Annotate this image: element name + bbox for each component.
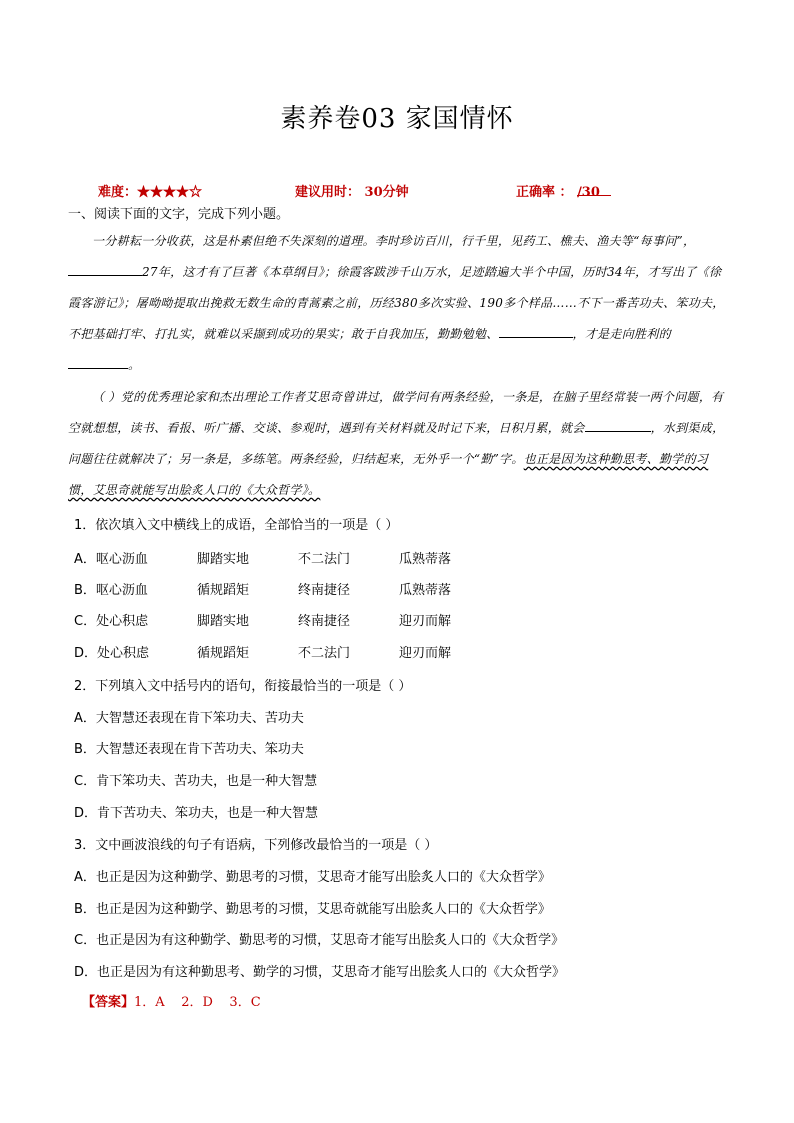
question-3-option-c[interactable]: C．也正是因为有这种勤学、勤思考的习惯，艾思奇才能写出脍炙人口的《大众哲学》 — [74, 933, 565, 948]
question-1-option-b[interactable] — [74, 579, 714, 599]
question-1-stem: 1．依次填入文中横线上的成语，全部恰当的一项是（ ） — [74, 518, 399, 533]
paragraph-text: 27年，这才有了巨著《本草纲目》；徐霞客跋涉千山万水，足迹踏遍大半个中国，历时34年，才写出了《徐霞客游记》；屠呦呦提取出挽救无数生命的青蒿素之前，历经380多次实验、190多个样品……不下一番苦功夫、笨功夫，不把基础打牢、打扎实，就难以采撷到成功的果实；敢于自我加压，勤勤勉勉、 — [68, 265, 725, 341]
paragraph-text: ，才是走向胜利的 — [572, 327, 671, 341]
question-3-option-b[interactable]: B．也正是因为这种勤学、勤思考的习惯，艾思奇就能写出脍炙人口的《大众哲学》 — [74, 902, 551, 917]
question-1-option-c[interactable] — [74, 610, 714, 630]
question-3-option-d[interactable]: D．也正是因为有这种勤思考、勤学的习惯，艾思奇才能写出脍炙人口的《大众哲学》 — [74, 965, 566, 980]
answer-text: 1．A 2．D 3．C — [134, 995, 261, 1010]
question-2-option-c[interactable]: C．肯下笨功夫、苦功夫，也是一种大智慧 — [74, 774, 318, 789]
answer-line — [82, 991, 261, 1010]
option-item: 脚踏实地 — [197, 614, 250, 629]
option-item: 循规蹈矩 — [197, 583, 250, 598]
option-item: A．呕心沥血 — [74, 552, 148, 567]
option-item: 迎刃而解 — [399, 646, 452, 661]
wavy-underlined-sentence: 也正是因为这种勤思考、勤学的习惯，艾思奇就能写出脍炙人口的《大众哲学》。 — [68, 452, 709, 497]
paragraph-text: 。 — [128, 358, 141, 372]
suggested-time-label: 建议用时： 30分钟 — [295, 185, 409, 200]
option-item: 循规蹈矩 — [197, 646, 250, 661]
option-item: 不二法门 — [298, 552, 351, 567]
page-title: 素养卷03 家国情怀 — [280, 104, 514, 134]
fill-blank-4 — [585, 417, 651, 432]
paragraph-text: ，水到渠成，问题往往就解决了；另一条是，多练笔。两条经验，归结起来，无外乎一个“勤”字。 — [68, 421, 725, 466]
option-item: D．处心积虑 — [74, 646, 150, 661]
meta-bar — [98, 181, 698, 201]
option-item: C．处心积虑 — [74, 614, 149, 629]
question-3-stem: 3．文中画波浪线的句子有语病，下列修改最恰当的一项是（ ） — [74, 838, 438, 853]
passage-paragraph-1 — [68, 226, 728, 381]
question-2-option-a[interactable]: A．大智慧还表现在肯下笨功夫、苦功夫 — [74, 711, 304, 726]
fill-blank-1 — [68, 261, 142, 276]
fill-blank-3 — [68, 354, 128, 369]
option-item: 瓜熟蒂落 — [399, 552, 452, 567]
option-item: 脚踏实地 — [197, 552, 250, 567]
accuracy-group — [516, 181, 600, 200]
option-item: 迎刃而解 — [399, 614, 452, 629]
question-2-stem: 2．下列填入文中括号内的语句，衔接最恰当的一项是（ ） — [74, 679, 412, 694]
question-1-option-d[interactable] — [74, 642, 714, 662]
fill-blank-2 — [499, 323, 573, 338]
option-item: 终南捷径 — [298, 614, 351, 629]
passage-paragraph-2 — [68, 382, 728, 506]
question-3-option-a[interactable]: A．也正是因为这种勤学、勤思考的习惯，艾思奇才能写出脍炙人口的《大众哲学》 — [74, 870, 551, 885]
option-item: 不二法门 — [298, 646, 351, 661]
question-2-option-d[interactable]: D．肯下苦功夫、笨功夫，也是一种大智慧 — [74, 806, 319, 821]
question-1-option-a[interactable] — [74, 548, 714, 568]
option-item: B．呕心沥血 — [74, 583, 148, 598]
accuracy-blank — [577, 181, 611, 196]
accuracy-label: 正确率 ： — [516, 185, 573, 200]
accuracy-total: /30 — [577, 185, 600, 200]
paragraph-text: （ ）党的优秀理论家和杰出理论工作者艾思奇曾讲过，做学问有两条经验，一条是，在脑子里经常装一两个问题，有空就想想，读书、看报、听广播、交谈、参观时，遇到有关材料就及时记下来，日积月累，就会 — [68, 390, 724, 435]
difficulty-label: 难度：★★★★☆ — [98, 185, 203, 200]
answer-label: 【答案】 — [82, 995, 135, 1010]
option-item: 瓜熟蒂落 — [399, 583, 452, 598]
section-heading: 一、阅读下面的文字，完成下列小题。 — [68, 207, 290, 222]
question-2-option-b[interactable]: B．大智慧还表现在肯下苦功夫、笨功夫 — [74, 742, 304, 757]
option-item: 终南捷径 — [298, 583, 351, 598]
paragraph-text: 一分耕耘一分收获，这是朴素但绝不失深刻的道理。李时珍访百川，行千里，见药工、樵夫、渔夫等“每事问”， — [92, 234, 696, 248]
